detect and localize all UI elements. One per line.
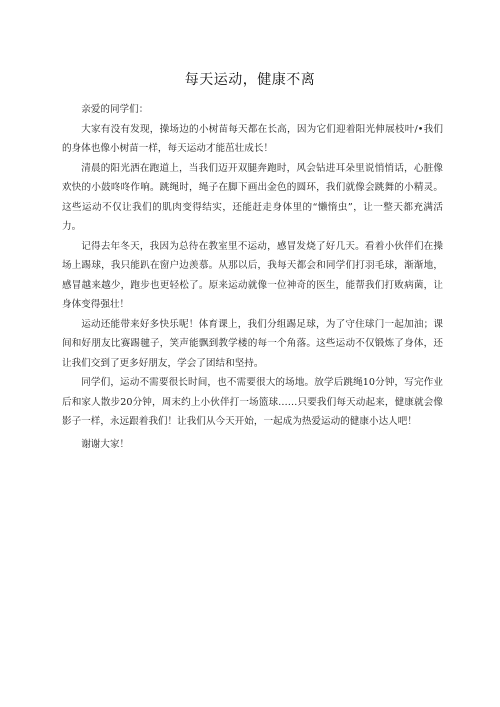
paragraph-5: 同学们，运动不需要很长时间，也不需要很大的场地。放学后跳绳10分钟，写完作业后和家人散步20分钟，周末约上小伙伴打一场篮球……只要我们每天动起来，健康就会像影子一样，永远跟着我们！让我们从今天开始，一起成为热爱运动的健康小达人吧！	[62, 377, 443, 427]
paragraph-4: 运动还能带来好多快乐呢！体育课上，我们分组踢足球，为了守住球门一起加油；课间和好朋友比赛踢毽子，笑声能飘到教学楼的每一个角落。这些运动不仅锻炼了身体，还让我们交到了更多好朋友，学会了团结和坚持。	[62, 318, 443, 369]
document-title: 每天运动，健康不离	[184, 72, 316, 88]
salutation: 亲爱的同学们：	[81, 104, 149, 115]
paragraph-2: 清晨的阳光洒在跑道上，当我们迈开双腿奔跑时，风会钻进耳朵里说悄悄话，心脏像欢快的小鼓咚咚作响。跳绳时，绳子在脚下画出金色的圆环，我们就像会跳舞的小精灵。这些运动不仅让我们的肌肉变得结实，还能赶走身体里的“懒惰虫”，让一整天都充满活力。	[62, 162, 443, 232]
paragraph-3: 记得去年冬天，我因为总待在教室里不运动，感冒发烧了好几天。看着小伙伴们在操场上踢球，我只能趴在窗户边羡慕。从那以后，我每天都会和同学们打羽毛球，渐渐地，感冒越来越少，跑步也更轻松了。原来运动就像一位神奇的医生，能帮我们打败病菌，让身体变得强壮！	[62, 240, 443, 310]
closing: 谢谢大家！	[81, 438, 130, 450]
document-body	[62, 100, 443, 454]
paragraph-1: 大家有没有发现，操场边的小树苗每天都在长高，因为它们迎着阳光伸展枝叶/•我们的身体也像小树苗一样，每天运动才能茁壮成长！	[62, 123, 443, 154]
